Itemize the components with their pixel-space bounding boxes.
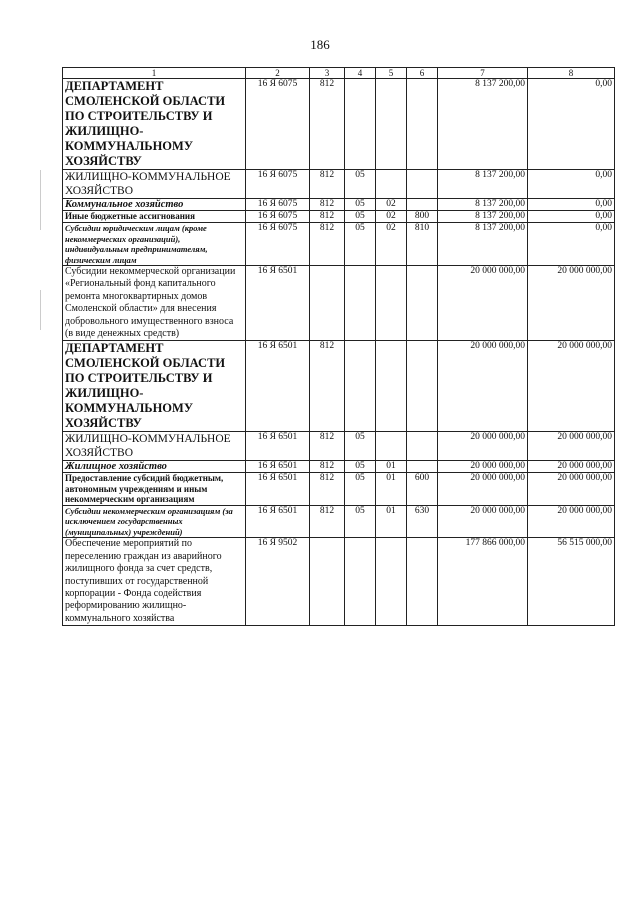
row-name: ЖИЛИЩНО-КОММУНАЛЬНОЕ ХОЗЯЙСТВО xyxy=(63,432,246,461)
amount-year-2: 0,00 xyxy=(528,79,615,170)
table-row xyxy=(63,505,615,538)
amount-year-1: 8 137 200,00 xyxy=(438,170,528,199)
amount-year-1: 20 000 000,00 xyxy=(438,473,528,506)
target-code: 16 Я 6075 xyxy=(246,199,310,211)
section-code: 05 xyxy=(345,199,376,211)
target-code: 16 Я 6501 xyxy=(246,505,310,538)
section-code: 05 xyxy=(345,473,376,506)
subsection-code: 02 xyxy=(376,199,407,211)
section-code: 05 xyxy=(345,223,376,266)
amount-year-1: 20 000 000,00 xyxy=(438,341,528,432)
section-code: 05 xyxy=(345,461,376,473)
header-cell: 3 xyxy=(310,68,345,79)
ministry-code: 812 xyxy=(310,461,345,473)
amount-year-2: 20 000 000,00 xyxy=(528,266,615,341)
expense-type-code xyxy=(407,538,438,626)
page-number: 186 xyxy=(310,37,330,52)
amount-year-2: 20 000 000,00 xyxy=(528,461,615,473)
subsection-code: 02 xyxy=(376,223,407,266)
section-code xyxy=(345,341,376,432)
subsection-code: 01 xyxy=(376,473,407,506)
ministry-code: 812 xyxy=(310,223,345,266)
subsection-code xyxy=(376,341,407,432)
row-name: Обеспечение мероприятий по переселению граждан из аварийного жилищного фонда за счет средств, поступивших от государственной корпорации - Фонда содействия реформированию жилищно-коммунального хозяйства xyxy=(63,538,246,626)
section-code xyxy=(345,538,376,626)
amount-year-1: 20 000 000,00 xyxy=(438,505,528,538)
row-name: Коммунальное хозяйство xyxy=(63,199,246,211)
section-code: 05 xyxy=(345,505,376,538)
table-row xyxy=(63,170,615,199)
ministry-code: 812 xyxy=(310,199,345,211)
header-cell: 2 xyxy=(246,68,310,79)
ministry-code: 812 xyxy=(310,170,345,199)
expense-type-code: 800 xyxy=(407,211,438,223)
row-name: Субсидии некоммерческой организации «Региональный фонд капитального ремонта многоквартирных домов Смоленской области» для внесения добровольного имущественного взноса (в виде денежных средств) xyxy=(63,266,246,341)
header-cell: 4 xyxy=(345,68,376,79)
table-row xyxy=(63,266,615,341)
ministry-code: 812 xyxy=(310,432,345,461)
amount-year-1: 8 137 200,00 xyxy=(438,223,528,266)
amount-year-2: 20 000 000,00 xyxy=(528,473,615,506)
ministry-code: 812 xyxy=(310,211,345,223)
row-name: ДЕПАРТАМЕНТ СМОЛЕНСКОЙ ОБЛАСТИ ПО СТРОИТЕЛЬСТВУ И ЖИЛИЩНО-КОММУНАЛЬНОМУ ХОЗЯЙСТВУ xyxy=(63,79,246,170)
ministry-code xyxy=(310,538,345,626)
target-code: 16 Я 6501 xyxy=(246,266,310,341)
amount-year-2: 0,00 xyxy=(528,223,615,266)
expense-type-code: 600 xyxy=(407,473,438,506)
amount-year-2: 0,00 xyxy=(528,211,615,223)
subsection-code: 02 xyxy=(376,211,407,223)
amount-year-1: 8 137 200,00 xyxy=(438,199,528,211)
target-code: 16 Я 6501 xyxy=(246,432,310,461)
ministry-code: 812 xyxy=(310,341,345,432)
table-row xyxy=(63,199,615,211)
target-code: 16 Я 6075 xyxy=(246,170,310,199)
expense-type-code: 810 xyxy=(407,223,438,266)
ministry-code: 812 xyxy=(310,79,345,170)
table-row xyxy=(63,473,615,506)
expense-type-code xyxy=(407,199,438,211)
budget-table xyxy=(62,67,615,626)
row-name: Иные бюджетные ассигнования xyxy=(63,211,246,223)
table-row xyxy=(63,211,615,223)
margin-mark xyxy=(40,290,41,330)
target-code: 16 Я 6075 xyxy=(246,79,310,170)
expense-type-code: 630 xyxy=(407,505,438,538)
table-row xyxy=(63,461,615,473)
expense-type-code xyxy=(407,79,438,170)
table-row xyxy=(63,79,615,170)
table-header-row xyxy=(63,68,615,79)
section-code xyxy=(345,266,376,341)
row-name: ДЕПАРТАМЕНТ СМОЛЕНСКОЙ ОБЛАСТИ ПО СТРОИТЕЛЬСТВУ И ЖИЛИЩНО-КОММУНАЛЬНОМУ ХОЗЯЙСТВУ xyxy=(63,341,246,432)
amount-year-1: 20 000 000,00 xyxy=(438,266,528,341)
row-name: Предоставление субсидий бюджетным, автономным учреждениям и иным некоммерческим организациям xyxy=(63,473,246,506)
header-cell: 5 xyxy=(376,68,407,79)
amount-year-1: 8 137 200,00 xyxy=(438,79,528,170)
header-cell: 1 xyxy=(63,68,246,79)
target-code: 16 Я 6501 xyxy=(246,461,310,473)
table-row xyxy=(63,432,615,461)
expense-type-code xyxy=(407,341,438,432)
expense-type-code xyxy=(407,461,438,473)
amount-year-2: 56 515 000,00 xyxy=(528,538,615,626)
target-code: 16 Я 6501 xyxy=(246,341,310,432)
amount-year-2: 20 000 000,00 xyxy=(528,432,615,461)
amount-year-1: 20 000 000,00 xyxy=(438,432,528,461)
row-name: Субсидии некоммерческим организациям (за исключением государственных (муниципальных) учреждений) xyxy=(63,505,246,538)
expense-type-code xyxy=(407,432,438,461)
amount-year-1: 8 137 200,00 xyxy=(438,211,528,223)
amount-year-2: 20 000 000,00 xyxy=(528,505,615,538)
section-code: 05 xyxy=(345,432,376,461)
ministry-code: 812 xyxy=(310,505,345,538)
subsection-code xyxy=(376,266,407,341)
header-cell: 6 xyxy=(407,68,438,79)
expense-type-code xyxy=(407,266,438,341)
amount-year-1: 20 000 000,00 xyxy=(438,461,528,473)
row-name: Субсидии юридическим лицам (кроме некоммерческих организаций), индивидуальным предпринимателям, физическим лицам xyxy=(63,223,246,266)
target-code: 16 Я 6075 xyxy=(246,211,310,223)
subsection-code xyxy=(376,432,407,461)
amount-year-2: 20 000 000,00 xyxy=(528,341,615,432)
amount-year-2: 0,00 xyxy=(528,170,615,199)
section-code: 05 xyxy=(345,170,376,199)
table-row xyxy=(63,341,615,432)
ministry-code xyxy=(310,266,345,341)
amount-year-1: 177 866 000,00 xyxy=(438,538,528,626)
subsection-code xyxy=(376,538,407,626)
section-code xyxy=(345,79,376,170)
row-name: ЖИЛИЩНО-КОММУНАЛЬНОЕ ХОЗЯЙСТВО xyxy=(63,170,246,199)
expense-type-code xyxy=(407,170,438,199)
row-name: Жилищное хозяйство xyxy=(63,461,246,473)
table-row xyxy=(63,538,615,626)
amount-year-2: 0,00 xyxy=(528,199,615,211)
section-code: 05 xyxy=(345,211,376,223)
header-cell: 7 xyxy=(438,68,528,79)
subsection-code: 01 xyxy=(376,461,407,473)
subsection-code: 01 xyxy=(376,505,407,538)
margin-mark xyxy=(40,170,41,230)
target-code: 16 Я 6501 xyxy=(246,473,310,506)
table-body xyxy=(63,68,615,626)
subsection-code xyxy=(376,170,407,199)
target-code: 16 Я 9502 xyxy=(246,538,310,626)
target-code: 16 Я 6075 xyxy=(246,223,310,266)
ministry-code: 812 xyxy=(310,473,345,506)
header-cell: 8 xyxy=(528,68,615,79)
subsection-code xyxy=(376,79,407,170)
table-row xyxy=(63,223,615,266)
